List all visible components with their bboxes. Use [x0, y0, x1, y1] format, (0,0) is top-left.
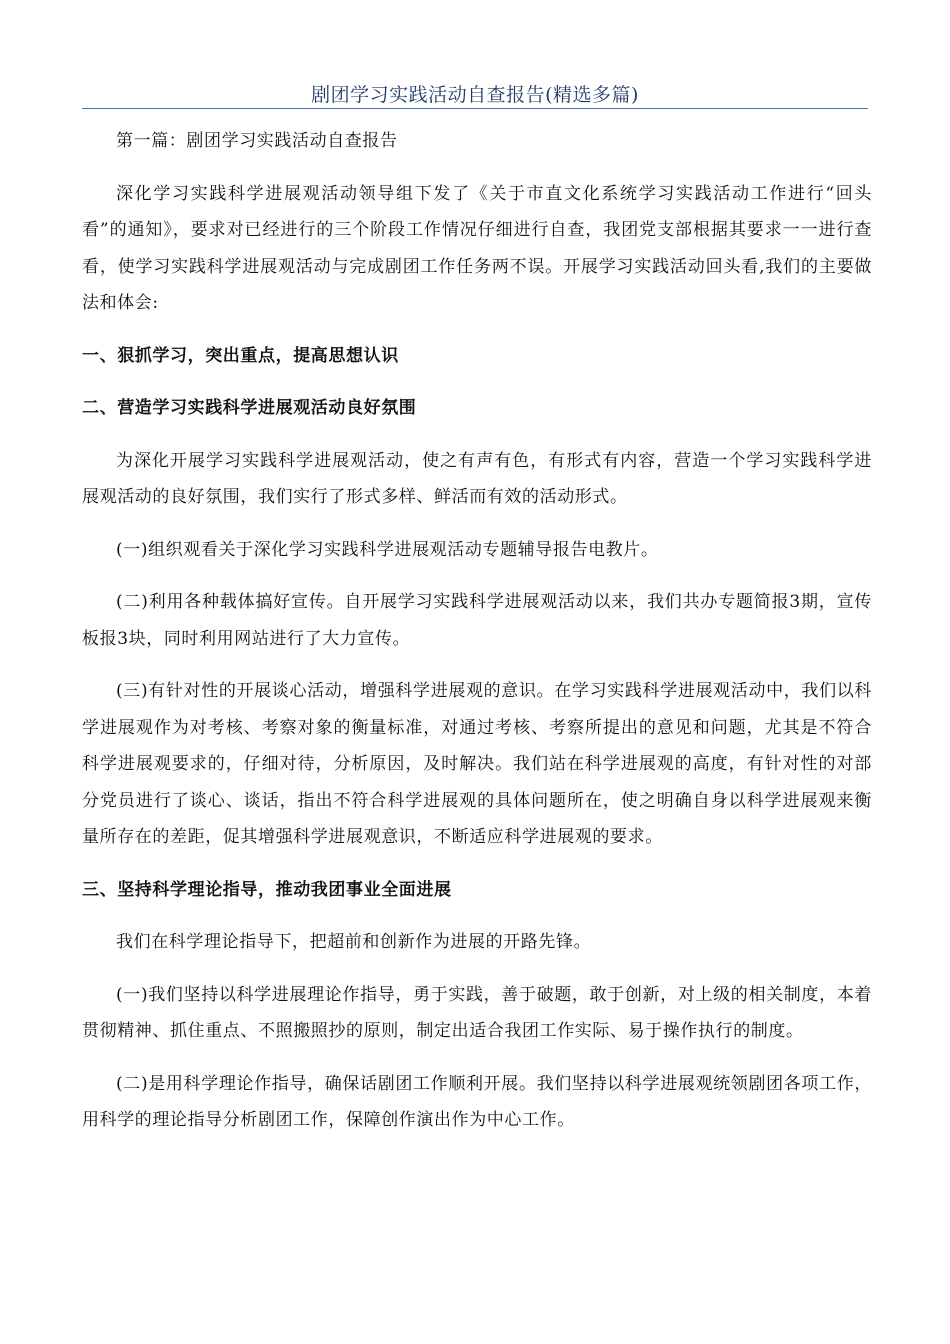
paragraph-3-1: (一)我们坚持以科学进展理论作指导，勇于实践，善于破题，敢于创新，对上级的相关制度，本着贯彻精神、抓住重点、不照搬照抄的原则，制定出适合我团工作实际、易于操作执行的制度。 — [82, 984, 872, 1041]
paragraph-2-3: (三)有针对性的开展谈心活动，增强科学进展观的意识。在学习实践科学进展观活动中，我们以科学进展观作为对考核、考察对象的衡量标准，对通过考核、考察所提出的意见和问题，尤其是不符合科学进展观要求的，仔细对待，分析原因，及时解决。我们站在科学进展观的高度，有针对性的对部分党员进行了谈心、谈话，指出不符合科学进展观的具体问题所在，使之明确自身以科学进展观来衡量所存在的差距，促其增强科学进展观意识，不断适应科学进展观的要求。 — [82, 681, 872, 847]
paragraph-2: 为深化开展学习实践科学进展观活动，使之有声有色，有形式有内容，营造一个学习实践科学进展观活动的良好氛围，我们实行了形式多样、鲜活而有效的活动形式。 — [82, 450, 872, 507]
heading-2: 二、营造学习实践科学进展观活动良好氛围 — [82, 398, 417, 418]
heading-1: 一、狠抓学习，突出重点，提高思想认识 — [82, 345, 399, 366]
paragraph-intro: 深化学习实践科学进展观活动领导组下发了《关于市直文化系统学习实践活动工作进行“回头看”的通知》，要求对已经进行的三个阶段工作情况仔细进行自查，我团党支部根据其要求一一进行查看，使学习实践科学进展观活动与完成剧团工作任务两不误。开展学习实践活动回头看,我们的主要做法和体会: — [82, 183, 872, 313]
document-title: 剧团学习实践活动自查报告(精选多篇) — [311, 84, 639, 106]
title-underline — [82, 108, 868, 109]
paragraph-2-2: (二)利用各种载体搞好宣传。自开展学习实践科学进展观活动以来，我们共办专题简报3期，宣传板报3块，同时利用网站进行了大力宣传。 — [82, 592, 872, 649]
paragraph-3: 我们在科学理论指导下，把超前和创新作为进展的开路先锋。 — [116, 932, 592, 952]
paragraph-3-2: (二)是用科学理论作指导，确保话剧团工作顺利开展。我们坚持以科学进展观统领剧团各项工作，用科学的理论指导分析剧团工作，保障创作演出作为中心工作。 — [82, 1073, 872, 1130]
heading-3: 三、坚持科学理论指导，推动我团事业全面进展 — [82, 879, 452, 900]
paragraph-2-1: (一)组织观看关于深化学习实践科学进展观活动专题辅导报告电教片。 — [116, 539, 659, 560]
section-title: 第一篇：剧团学习实践活动自查报告 — [116, 131, 398, 151]
document-body — [82, 123, 872, 1155]
